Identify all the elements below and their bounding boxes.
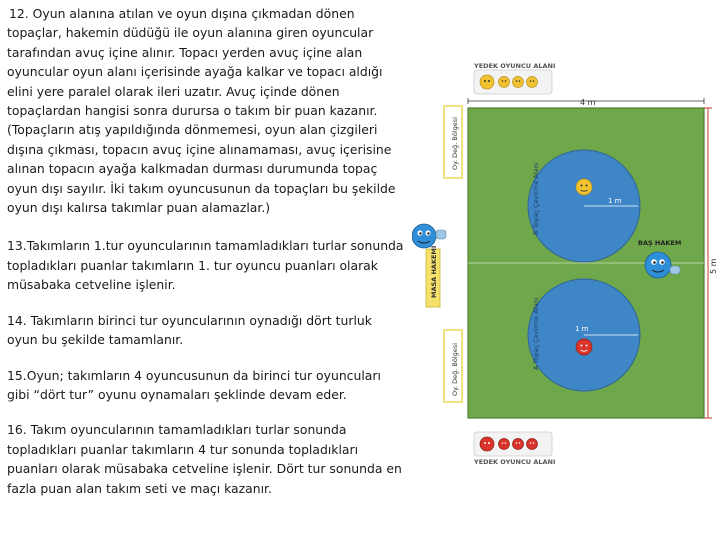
paragraph-14: 14. Takımların birinci tur oyuncularının oynadığı dört turluk oyun bu şekilde tamamlanır. (7, 312, 372, 348)
table-referee-label: MASA HAKEMİ (430, 245, 438, 298)
height-dimension (704, 108, 718, 418)
head-referee-icon (645, 252, 671, 278)
circle-a-label: A Topaç Çevirme Alanı (532, 297, 540, 370)
zone-bottom-label: Oy. Değ. Bölgesi (451, 343, 459, 396)
circle-b-label: B Topaç Çevirme Alanı (532, 162, 540, 235)
width-dimension (468, 98, 704, 107)
top-bench (473, 62, 555, 94)
paragraph-12: 12. Oyun alanına atılan ve oyun dışına çıkmadan dönen topaçlar, hakemin düdüğü ile oyun alanına giren oyuncular tarafından avuç içine alınır. Topacı yerden avuç içine alan oyuncular oyun alanı içerisinde ayağa kalkar ve topacı aldığı elini yere paralel olarak ileri uzatır. Avuç içinde dönen topaçlardan hangisi sonra durursa o takım bir puan kazanır.(Topaçların atış yapıldığında dönmemesi, oyun alan çizgileri dışına çıkması, topacın avuç içine alınamaması, avuç içerisine alınan topacın ayağa kalkmadan durması durumunda topaç oyun dışı sayılır. İki takım oyuncusunun da topaçları bu şekilde oyun dışı kalırsa takımlar puan alamazlar.) (7, 6, 396, 216)
table-referee (412, 224, 446, 307)
team-b-player (576, 179, 592, 195)
paragraph-16: 16. Takım oyuncularının tamamladıkları turlar sonunda topladıkları puanlar takımların 4 tur sonunda topladıkları puanları olarak müsabaka cetveline işlenir. Dört tur sonunda en fazla puan alan takım seti ve maçı kazanır. (7, 422, 402, 496)
head-referee-label: BAŞ HAKEM (638, 239, 682, 247)
circle-b-radius: 1 m (608, 197, 622, 205)
zone-top-label: Oy. Değ. Bölgesi (451, 117, 459, 170)
width-label: 4 m (580, 98, 596, 107)
rules-text (7, 4, 405, 498)
circle-a-area (528, 279, 640, 391)
top-bench-label: YEDEK OYUNCU ALANI (474, 62, 556, 70)
playing-field-diagram (412, 60, 720, 480)
zone-bottom (444, 330, 462, 402)
circle-a-radius: 1 m (575, 325, 589, 333)
zone-top (444, 106, 462, 178)
team-a-player (576, 339, 592, 355)
bottom-bench (473, 432, 555, 466)
table-referee-icon (412, 224, 436, 248)
paragraph-13: 13.Takımların 1.tur oyuncularının tamamladıkları turlar sonunda topladıkları puanlar takımların 1. tur oyuncu puanları olarak müsabaka cetveline işlenir. (7, 238, 404, 293)
height-label: 5 m (709, 258, 718, 274)
paragraph-15: 15.Oyun; takımların 4 oyuncusunun da birinci tur oyuncuları gibi “dört tur” oyunu oynamaları şeklinde devam eder. (7, 367, 381, 402)
bottom-bench-label: YEDEK OYUNCU ALANI (474, 458, 556, 466)
circle-b-area (528, 150, 640, 262)
